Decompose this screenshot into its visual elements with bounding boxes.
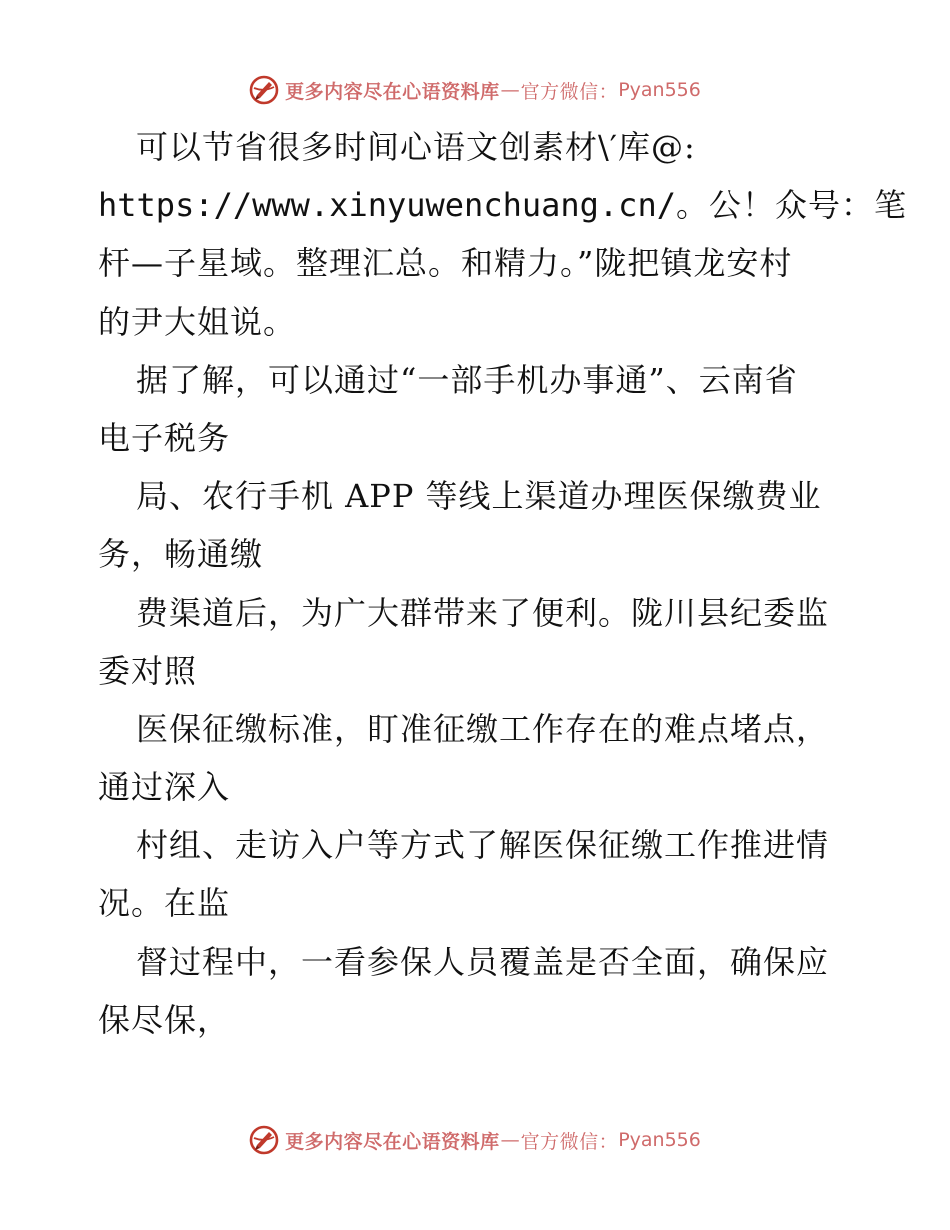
header-wechat-label: 官方微信： [520, 80, 619, 103]
body-line-10: 委对照 [98, 651, 198, 690]
footer-wechat-id: Pyan556 [618, 1129, 701, 1151]
body-line-1: 可以节省很多时间心语文创素材\′库@: [136, 128, 696, 166]
body-line-5: 据了解，可以通过“一部手机办事通”、云南省 [136, 360, 798, 399]
header-banner-text: 更多内容尽在心语资料库 [285, 80, 500, 103]
body-line-6: 电子税务 [98, 418, 231, 457]
body-line-2-url: https://www.xinyuwenchuang.cn/ [98, 186, 676, 225]
body-line-8: 务，畅通缴 [98, 535, 264, 574]
body-line-3: 杆—子星域。整理汇总。和精力。”陇把镇龙安村 [98, 244, 793, 283]
body-line-15: 督过程中，一看参保人员覆盖是否全面，确保应 [136, 942, 830, 981]
header-wechat-id: Pyan556 [618, 79, 701, 101]
footer-banner-dash: — [500, 1129, 520, 1151]
header-banner [0, 70, 950, 110]
body-line-12: 通过深入 [98, 768, 231, 807]
body-line-4: 的尹大姐说。 [98, 302, 297, 341]
body-line-13: 村组、走访入户等方式了解医保征缴工作推进情 [136, 826, 830, 865]
footer-banner [0, 1120, 950, 1160]
body-line-9: 费渠道后，为广大群带来了便利。陇川县纪委监 [136, 593, 830, 632]
body-line-7: 局、农行手机 APP 等线上渠道办理医保缴费业 [136, 477, 822, 516]
body-line-2 [98, 176, 907, 234]
footer-banner-text: 更多内容尽在心语资料库 [285, 1130, 500, 1153]
body-line-14: 况。在监 [98, 884, 231, 923]
body-line-16: 保尽保， [98, 1000, 231, 1039]
logo-icon [249, 1125, 279, 1155]
body-line-2-text: 。公！众号：笔 [675, 186, 907, 225]
document-body [98, 118, 907, 1049]
footer-wechat-label: 官方微信： [520, 1130, 619, 1153]
header-banner-dash: — [500, 79, 520, 101]
body-line-11: 医保征缴标准，盯准征缴工作存在的难点堵点， [136, 709, 830, 748]
logo-icon [249, 75, 279, 105]
